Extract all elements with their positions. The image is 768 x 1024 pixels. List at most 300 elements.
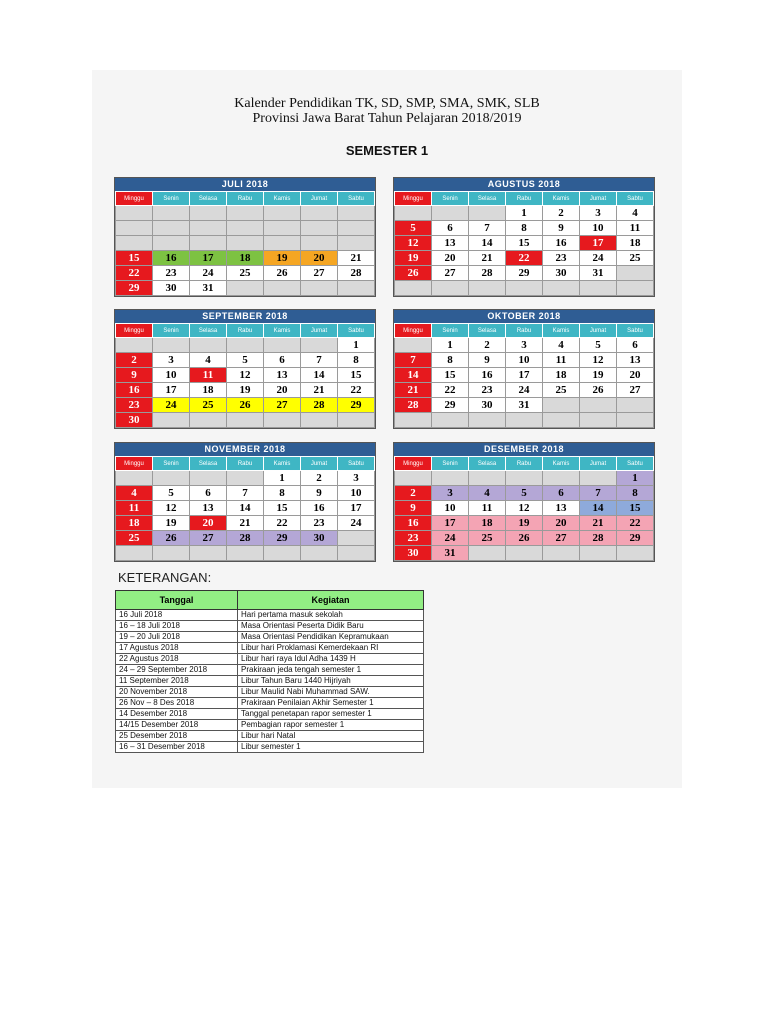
- day-cell: 9: [116, 368, 153, 383]
- week-row: [395, 413, 654, 428]
- empty-day-cell: [116, 221, 153, 236]
- week-row: [116, 486, 375, 501]
- empty-day-cell: [116, 471, 153, 486]
- weekday-label: Kamis: [543, 192, 580, 206]
- weekday-label: Minggu: [116, 457, 153, 471]
- legend-date: 17 Agustus 2018: [116, 643, 238, 654]
- month-title: AGUSTUS 2018: [394, 178, 654, 191]
- day-cell: 24: [338, 516, 375, 531]
- day-cell: 15: [338, 368, 375, 383]
- day-cell: 29: [506, 266, 543, 281]
- empty-day-cell: [190, 471, 227, 486]
- day-cell: 8: [617, 486, 654, 501]
- day-cell: 12: [506, 501, 543, 516]
- empty-day-cell: [338, 546, 375, 561]
- week-row: [395, 338, 654, 353]
- legend-date: 25 Desember 2018: [116, 731, 238, 742]
- empty-day-cell: [190, 546, 227, 561]
- empty-day-cell: [153, 546, 190, 561]
- day-cell: 26: [264, 266, 301, 281]
- legend-activity: Libur hari Natal: [238, 731, 424, 742]
- legend-row: [116, 654, 424, 665]
- empty-day-cell: [190, 206, 227, 221]
- week-row: [395, 486, 654, 501]
- empty-day-cell: [153, 471, 190, 486]
- empty-day-cell: [338, 206, 375, 221]
- empty-day-cell: [264, 413, 301, 428]
- day-cell: 11: [116, 501, 153, 516]
- empty-day-cell: [506, 413, 543, 428]
- day-cell: 15: [617, 501, 654, 516]
- day-cell: 7: [227, 486, 264, 501]
- day-cell: 1: [506, 206, 543, 221]
- legend-table: [115, 590, 424, 753]
- day-cell: 10: [432, 501, 469, 516]
- legend-header-row: [116, 591, 424, 610]
- day-cell: 29: [432, 398, 469, 413]
- week-row: [116, 546, 375, 561]
- weekday-label: Selasa: [190, 192, 227, 206]
- empty-day-cell: [190, 236, 227, 251]
- legend-row: [116, 709, 424, 720]
- empty-day-cell: [338, 413, 375, 428]
- empty-day-cell: [227, 221, 264, 236]
- day-cell: 23: [469, 383, 506, 398]
- legend-row: [116, 610, 424, 621]
- day-cell: 9: [395, 501, 432, 516]
- day-cell: 25: [617, 251, 654, 266]
- day-cell: 17: [338, 501, 375, 516]
- legend-row: [116, 665, 424, 676]
- week-row: [116, 353, 375, 368]
- empty-day-cell: [432, 413, 469, 428]
- week-row: [395, 531, 654, 546]
- empty-day-cell: [395, 206, 432, 221]
- day-cell: 5: [506, 486, 543, 501]
- day-cell: 6: [190, 486, 227, 501]
- legend-date: 16 – 31 Desember 2018: [116, 742, 238, 753]
- day-cell: 23: [116, 398, 153, 413]
- day-cell: 20: [190, 516, 227, 531]
- empty-day-cell: [116, 236, 153, 251]
- weekday-header-row: [116, 192, 375, 206]
- day-cell: 9: [301, 486, 338, 501]
- legend-date: 16 – 18 Juli 2018: [116, 621, 238, 632]
- weekday-label: Selasa: [190, 457, 227, 471]
- week-row: [116, 471, 375, 486]
- day-cell: 28: [301, 398, 338, 413]
- day-cell: 27: [543, 531, 580, 546]
- day-cell: 24: [506, 383, 543, 398]
- day-cell: 16: [153, 251, 190, 266]
- week-row: [116, 531, 375, 546]
- calendar-october: [393, 309, 655, 429]
- day-cell: 24: [153, 398, 190, 413]
- legend-date: 24 – 29 September 2018: [116, 665, 238, 676]
- day-cell: 22: [264, 516, 301, 531]
- day-cell: 5: [395, 221, 432, 236]
- weekday-label: Rabu: [227, 324, 264, 338]
- day-cell: 26: [153, 531, 190, 546]
- empty-day-cell: [190, 413, 227, 428]
- day-cell: 23: [153, 266, 190, 281]
- day-cell: 3: [580, 206, 617, 221]
- week-row: [116, 251, 375, 266]
- legend-date: 16 Juli 2018: [116, 610, 238, 621]
- empty-day-cell: [301, 546, 338, 561]
- weekday-label: Kamis: [543, 457, 580, 471]
- weekday-label: Rabu: [227, 457, 264, 471]
- empty-day-cell: [301, 206, 338, 221]
- legend-row: [116, 731, 424, 742]
- weekday-header-row: [116, 324, 375, 338]
- day-cell: 5: [227, 353, 264, 368]
- weekday-header-row: [395, 457, 654, 471]
- week-row: [395, 266, 654, 281]
- day-cell: 24: [580, 251, 617, 266]
- week-row: [116, 398, 375, 413]
- empty-day-cell: [338, 531, 375, 546]
- day-cell: 30: [395, 546, 432, 561]
- month-title: JULI 2018: [115, 178, 375, 191]
- weekday-label: Sabtu: [338, 457, 375, 471]
- day-cell: 27: [432, 266, 469, 281]
- day-cell: 23: [543, 251, 580, 266]
- empty-day-cell: [580, 546, 617, 561]
- day-cell: 6: [264, 353, 301, 368]
- empty-day-cell: [543, 471, 580, 486]
- day-cell: 5: [580, 338, 617, 353]
- empty-day-cell: [469, 413, 506, 428]
- legend-activity: Hari pertama masuk sekolah: [238, 610, 424, 621]
- legend-activity: Prakiraan Penilaian Akhir Semester 1: [238, 698, 424, 709]
- day-cell: 2: [116, 353, 153, 368]
- empty-day-cell: [506, 471, 543, 486]
- calendar-november: [114, 442, 376, 562]
- day-cell: 18: [190, 383, 227, 398]
- weekday-label: Sabtu: [338, 192, 375, 206]
- day-cell: 20: [264, 383, 301, 398]
- weekday-label: Rabu: [227, 192, 264, 206]
- day-cell: 19: [153, 516, 190, 531]
- day-cell: 22: [338, 383, 375, 398]
- empty-day-cell: [395, 338, 432, 353]
- day-cell: 30: [116, 413, 153, 428]
- day-cell: 26: [580, 383, 617, 398]
- empty-day-cell: [264, 338, 301, 353]
- empty-day-cell: [617, 413, 654, 428]
- day-cell: 3: [432, 486, 469, 501]
- legend-date: 14 Desember 2018: [116, 709, 238, 720]
- day-cell: 2: [395, 486, 432, 501]
- day-cell: 22: [506, 251, 543, 266]
- day-cell: 21: [580, 516, 617, 531]
- day-cell: 22: [432, 383, 469, 398]
- day-cell: 29: [264, 531, 301, 546]
- legend-col-kegiatan: Kegiatan: [238, 591, 424, 610]
- weekday-label: Jumat: [580, 192, 617, 206]
- day-cell: 25: [190, 398, 227, 413]
- day-cell: 25: [543, 383, 580, 398]
- empty-day-cell: [506, 546, 543, 561]
- month-grid: [394, 191, 654, 296]
- week-row: [116, 413, 375, 428]
- day-cell: 10: [338, 486, 375, 501]
- day-cell: 13: [190, 501, 227, 516]
- day-cell: 13: [617, 353, 654, 368]
- empty-day-cell: [395, 281, 432, 296]
- legend-activity: Masa Orientasi Pendidikan Kepramukaan: [238, 632, 424, 643]
- empty-day-cell: [617, 281, 654, 296]
- week-row: [116, 501, 375, 516]
- day-cell: 15: [116, 251, 153, 266]
- week-row: [395, 383, 654, 398]
- day-cell: 18: [116, 516, 153, 531]
- day-cell: 29: [617, 531, 654, 546]
- week-row: [116, 281, 375, 296]
- empty-day-cell: [543, 398, 580, 413]
- day-cell: 1: [617, 471, 654, 486]
- day-cell: 6: [432, 221, 469, 236]
- day-cell: 22: [116, 266, 153, 281]
- empty-day-cell: [469, 206, 506, 221]
- legend-activity: Tanggal penetapan rapor semester 1: [238, 709, 424, 720]
- day-cell: 19: [506, 516, 543, 531]
- weekday-label: Minggu: [395, 457, 432, 471]
- semester-heading: SEMESTER 1: [345, 143, 429, 158]
- empty-day-cell: [543, 281, 580, 296]
- weekday-header-row: [395, 192, 654, 206]
- empty-day-cell: [227, 471, 264, 486]
- day-cell: 15: [506, 236, 543, 251]
- day-cell: 20: [432, 251, 469, 266]
- weekday-label: Senin: [432, 192, 469, 206]
- day-cell: 31: [580, 266, 617, 281]
- empty-day-cell: [338, 236, 375, 251]
- weekday-label: Senin: [432, 324, 469, 338]
- day-cell: 31: [432, 546, 469, 561]
- empty-day-cell: [432, 471, 469, 486]
- legend-activity: Libur hari Proklamasi Kemerdekaan RI: [238, 643, 424, 654]
- day-cell: 11: [190, 368, 227, 383]
- day-cell: 26: [395, 266, 432, 281]
- legend-activity: Prakiraan jeda tengah semester 1: [238, 665, 424, 676]
- empty-day-cell: [543, 546, 580, 561]
- empty-day-cell: [580, 398, 617, 413]
- empty-day-cell: [153, 221, 190, 236]
- legend-date: 22 Agustus 2018: [116, 654, 238, 665]
- day-cell: 28: [580, 531, 617, 546]
- day-cell: 21: [395, 383, 432, 398]
- day-cell: 15: [264, 501, 301, 516]
- legend-date: 20 November 2018: [116, 687, 238, 698]
- day-cell: 7: [580, 486, 617, 501]
- day-cell: 24: [432, 531, 469, 546]
- empty-day-cell: [580, 471, 617, 486]
- day-cell: 9: [543, 221, 580, 236]
- day-cell: 28: [338, 266, 375, 281]
- empty-day-cell: [543, 413, 580, 428]
- legend-activity: Pembagian rapor semester 1: [238, 720, 424, 731]
- day-cell: 17: [506, 368, 543, 383]
- day-cell: 17: [580, 236, 617, 251]
- day-cell: 6: [617, 338, 654, 353]
- month-grid: [394, 456, 654, 561]
- day-cell: 7: [301, 353, 338, 368]
- day-cell: 17: [432, 516, 469, 531]
- weekday-label: Kamis: [264, 192, 301, 206]
- legend-row: [116, 632, 424, 643]
- day-cell: 14: [395, 368, 432, 383]
- day-cell: 27: [264, 398, 301, 413]
- empty-day-cell: [432, 206, 469, 221]
- weekday-label: Sabtu: [617, 324, 654, 338]
- day-cell: 13: [543, 501, 580, 516]
- day-cell: 4: [469, 486, 506, 501]
- day-cell: 12: [153, 501, 190, 516]
- month-grid: [115, 323, 375, 428]
- legend-row: [116, 698, 424, 709]
- empty-day-cell: [395, 413, 432, 428]
- weekday-label: Senin: [153, 192, 190, 206]
- day-cell: 18: [617, 236, 654, 251]
- month-title: SEPTEMBER 2018: [115, 310, 375, 323]
- legend-row: [116, 742, 424, 753]
- day-cell: 19: [227, 383, 264, 398]
- weekday-label: Senin: [153, 457, 190, 471]
- weekday-label: Rabu: [506, 192, 543, 206]
- weekday-label: Rabu: [506, 457, 543, 471]
- legend-row: [116, 643, 424, 654]
- month-title: DESEMBER 2018: [394, 443, 654, 456]
- empty-day-cell: [617, 398, 654, 413]
- calendar-august: [393, 177, 655, 297]
- weekday-header-row: [395, 324, 654, 338]
- day-cell: 4: [116, 486, 153, 501]
- week-row: [395, 221, 654, 236]
- day-cell: 10: [580, 221, 617, 236]
- day-cell: 21: [338, 251, 375, 266]
- day-cell: 27: [301, 266, 338, 281]
- weekday-label: Selasa: [469, 457, 506, 471]
- day-cell: 16: [469, 368, 506, 383]
- day-cell: 2: [543, 206, 580, 221]
- week-row: [395, 546, 654, 561]
- day-cell: 17: [153, 383, 190, 398]
- day-cell: 11: [543, 353, 580, 368]
- weekday-label: Senin: [432, 457, 469, 471]
- weekday-label: Sabtu: [617, 457, 654, 471]
- week-row: [116, 236, 375, 251]
- weekday-label: Minggu: [116, 324, 153, 338]
- legend-activity: Libur Tahun Baru 1440 Hijriyah: [238, 676, 424, 687]
- day-cell: 21: [227, 516, 264, 531]
- empty-day-cell: [264, 221, 301, 236]
- day-cell: 18: [543, 368, 580, 383]
- day-cell: 19: [264, 251, 301, 266]
- day-cell: 9: [469, 353, 506, 368]
- day-cell: 21: [301, 383, 338, 398]
- day-cell: 28: [395, 398, 432, 413]
- day-cell: 4: [190, 353, 227, 368]
- empty-day-cell: [116, 206, 153, 221]
- empty-day-cell: [264, 236, 301, 251]
- month-grid: [394, 323, 654, 428]
- week-row: [116, 338, 375, 353]
- day-cell: 22: [617, 516, 654, 531]
- day-cell: 6: [543, 486, 580, 501]
- empty-day-cell: [116, 546, 153, 561]
- day-cell: 16: [116, 383, 153, 398]
- legend-activity: Libur hari raya Idul Adha 1439 H: [238, 654, 424, 665]
- empty-day-cell: [153, 413, 190, 428]
- legend-row: [116, 720, 424, 731]
- legend-col-tanggal: Tanggal: [116, 591, 238, 610]
- empty-day-cell: [227, 413, 264, 428]
- empty-day-cell: [227, 546, 264, 561]
- weekday-label: Senin: [153, 324, 190, 338]
- day-cell: 14: [301, 368, 338, 383]
- day-cell: 2: [469, 338, 506, 353]
- legend-activity: Libur Maulid Nabi Muhammad SAW.: [238, 687, 424, 698]
- empty-day-cell: [301, 338, 338, 353]
- week-row: [116, 368, 375, 383]
- day-cell: 21: [469, 251, 506, 266]
- day-cell: 16: [395, 516, 432, 531]
- empty-day-cell: [469, 281, 506, 296]
- empty-day-cell: [264, 546, 301, 561]
- day-cell: 30: [469, 398, 506, 413]
- weekday-label: Selasa: [190, 324, 227, 338]
- day-cell: 17: [190, 251, 227, 266]
- day-cell: 16: [543, 236, 580, 251]
- legend-date: 11 September 2018: [116, 676, 238, 687]
- legend-date: 19 – 20 Juli 2018: [116, 632, 238, 643]
- day-cell: 25: [227, 266, 264, 281]
- day-cell: 11: [469, 501, 506, 516]
- day-cell: 25: [116, 531, 153, 546]
- day-cell: 31: [190, 281, 227, 296]
- week-row: [395, 236, 654, 251]
- week-row: [395, 471, 654, 486]
- day-cell: 29: [338, 398, 375, 413]
- weekday-label: Kamis: [264, 457, 301, 471]
- legend-row: [116, 676, 424, 687]
- day-cell: 29: [116, 281, 153, 296]
- empty-day-cell: [580, 413, 617, 428]
- document-subtitle: Provinsi Jawa Barat Tahun Pelajaran 2018/2019: [252, 111, 522, 126]
- empty-day-cell: [264, 206, 301, 221]
- weekday-label: Selasa: [469, 324, 506, 338]
- day-cell: 14: [227, 501, 264, 516]
- weekday-label: Rabu: [506, 324, 543, 338]
- week-row: [116, 516, 375, 531]
- week-row: [395, 398, 654, 413]
- weekday-label: Minggu: [395, 324, 432, 338]
- empty-day-cell: [301, 413, 338, 428]
- day-cell: 3: [338, 471, 375, 486]
- day-cell: 19: [395, 251, 432, 266]
- day-cell: 8: [432, 353, 469, 368]
- week-row: [116, 383, 375, 398]
- empty-day-cell: [227, 236, 264, 251]
- weekday-label: Jumat: [301, 457, 338, 471]
- empty-day-cell: [227, 338, 264, 353]
- day-cell: 25: [469, 531, 506, 546]
- empty-day-cell: [153, 338, 190, 353]
- week-row: [395, 501, 654, 516]
- empty-day-cell: [395, 471, 432, 486]
